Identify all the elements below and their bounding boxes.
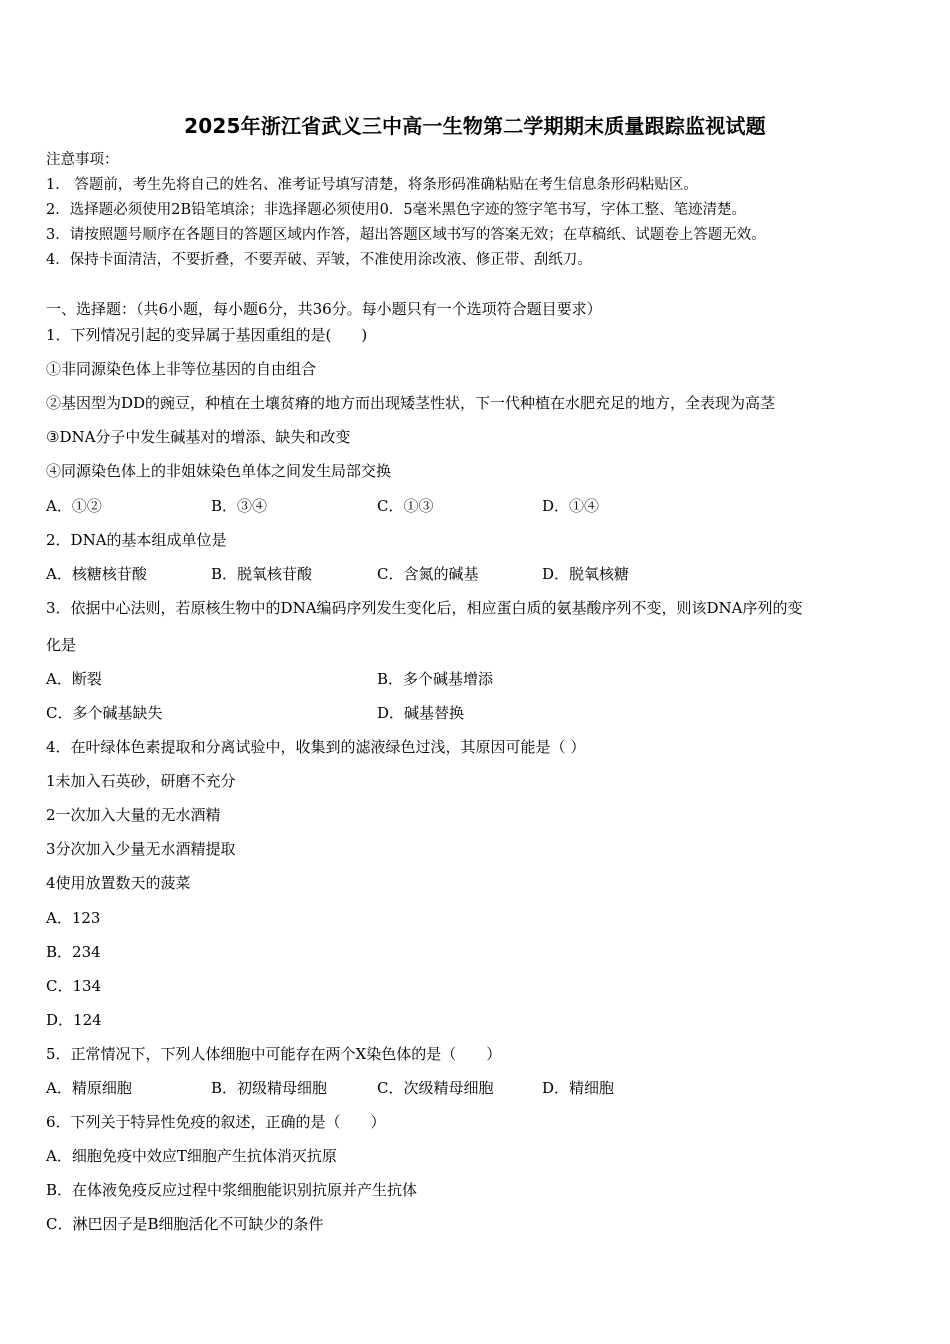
question-4-statement: 4使用放置数天的菠菜 xyxy=(46,874,191,892)
notice-item: 1． 答题前，考生先将自己的姓名、准考证号填写清楚，将条形码准确粘贴在考生信息条形码粘贴区。 xyxy=(46,177,698,193)
question-2-option-c: C．含氮的碱基 xyxy=(377,565,479,583)
question-4-statement: 1未加入石英砂，研磨不充分 xyxy=(46,772,236,790)
question-1-option-d: D．①④ xyxy=(542,497,600,515)
question-6-stem: 6．下列关于特异性免疫的叙述，正确的是（ ） xyxy=(46,1113,386,1131)
question-3-option-a: A．断裂 xyxy=(46,670,102,688)
question-1-statement: ③DNA分子中发生碱基对的增添、缺失和改变 xyxy=(46,428,351,446)
question-1-option-b: B．③④ xyxy=(211,497,268,515)
question-5-option-c: C．次级精母细胞 xyxy=(377,1079,494,1097)
notice-item: 4．保持卡面清洁，不要折叠，不要弄破、弄皱，不准使用涂改液、修正带、刮纸刀。 xyxy=(46,252,592,268)
question-4-option-d: D．124 xyxy=(46,1011,102,1029)
question-4-option-a: A．123 xyxy=(46,909,101,927)
question-5-stem: 5．正常情况下，下列人体细胞中可能存在两个X染色体的是（ ） xyxy=(46,1045,502,1063)
question-4-option-b: B．234 xyxy=(46,943,101,961)
question-5-option-d: D．精细胞 xyxy=(542,1079,615,1097)
question-3-stem: 3．依据中心法则，若原核生物中的DNA编码序列发生变化后，相应蛋白质的氨基酸序列不变，则该DNA序列的变 xyxy=(46,599,803,617)
question-1-statement: ①非同源染色体上非等位基因的自由组合 xyxy=(46,360,317,378)
question-5-option-b: B．初级精母细胞 xyxy=(211,1079,328,1097)
question-5-option-a: A．精原细胞 xyxy=(46,1079,132,1097)
question-1-statement: ②基因型为DD的豌豆，种植在土壤贫瘠的地方而出现矮茎性状，下一代种植在水肥充足的地方，全表现为高茎 xyxy=(46,394,776,412)
question-4-statement: 2一次加入大量的无水酒精 xyxy=(46,806,221,824)
question-1-option-c: C．①③ xyxy=(377,497,434,515)
question-4-stem: 4．在叶绿体色素提取和分离试验中，收集到的滤液绿色过浅，其原因可能是（ ） xyxy=(46,738,586,756)
question-6-option-c: C．淋巴因子是B细胞活化不可缺少的条件 xyxy=(46,1215,324,1233)
question-3-option-b: B．多个碱基增添 xyxy=(377,670,494,688)
question-4-statement: 3分次加入少量无水酒精提取 xyxy=(46,840,236,858)
question-2-option-d: D．脱氧核糖 xyxy=(542,565,630,583)
question-1-statement: ④同源染色体上的非姐妹染色单体之间发生局部交换 xyxy=(46,462,392,480)
question-6-option-a: A．细胞免疫中效应T细胞产生抗体消灭抗原 xyxy=(46,1147,337,1165)
question-1-option-a: A．①② xyxy=(46,497,102,515)
question-3-option-c: C．多个碱基缺失 xyxy=(46,704,163,722)
question-4-option-c: C．134 xyxy=(46,977,102,995)
notice-item: 3．请按照题号顺序在各题目的答题区域内作答，超出答题区域书写的答案无效；在草稿纸、试题卷上答题无效。 xyxy=(46,227,766,243)
question-3-stem-cont: 化是 xyxy=(46,636,77,654)
question-6-option-b: B．在体液免疫反应过程中浆细胞能识别抗原并产生抗体 xyxy=(46,1181,418,1199)
page-title: 2025年浙江省武义三中高一生物第二学期期末质量跟踪监视试题 xyxy=(184,114,766,138)
notice-heading: 注意事项： xyxy=(46,152,119,168)
question-1-stem: 1．下列情况引起的变异属于基因重组的是( ) xyxy=(46,326,368,344)
question-3-option-d: D．碱基替换 xyxy=(377,704,465,722)
question-2-option-a: A．核糖核苷酸 xyxy=(46,565,147,583)
section-heading: 一、选择题：（共6小题，每小题6分，共36分。每小题只有一个选项符合题目要求） xyxy=(46,300,602,318)
question-2-stem: 2．DNA的基本组成单位是 xyxy=(46,531,227,549)
notice-item: 2．选择题必须使用2B铅笔填涂；非选择题必须使用0．5毫米黑色字迹的签字笔书写，字体工整、笔迹清楚。 xyxy=(46,202,747,218)
question-2-option-b: B．脱氧核苷酸 xyxy=(211,565,313,583)
